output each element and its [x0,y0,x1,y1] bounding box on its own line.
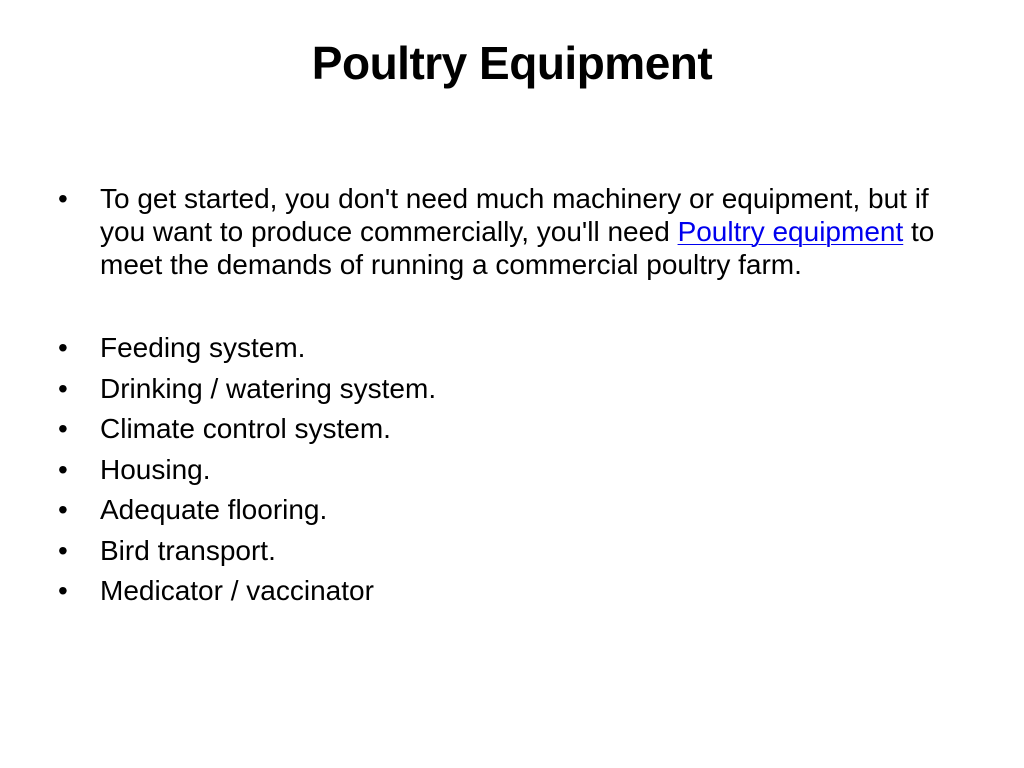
bullet-icon: • [58,534,68,566]
list-item-label: Feeding system. [100,332,306,363]
list-item-label: Medicator / vaccinator [100,575,374,606]
bullet-icon: • [58,453,68,485]
bullet-icon: • [58,494,68,525]
list-item-climate-control [56,409,956,450]
bullet-icon: • [58,372,68,404]
list-item-label: Housing. [100,453,211,485]
list-item-medicator [56,571,956,612]
list-item-watering-system [56,369,956,410]
list-item-label: Drinking / watering system. [100,372,437,404]
list-item-label: Climate control system. [100,413,391,444]
bullet-icon: • [58,413,68,444]
intro-bullet [56,182,956,281]
list-item-label: Bird transport. [100,534,276,566]
slide-title: Poultry Equipment [311,37,713,89]
bullet-icon: • [58,183,68,214]
list-item-flooring [56,490,956,531]
slide-body [56,182,956,612]
bullet-icon: • [58,575,68,606]
list-item-bird-transport [56,531,956,572]
list-item-label: Adequate flooring. [100,494,328,525]
poultry-equipment-link[interactable]: Poultry equipment [677,216,904,247]
equipment-list [56,328,956,612]
intro-text-after-link: to meet the demands of running a commercial poultry farm. [100,216,935,280]
bullet-icon: • [58,332,68,363]
list-item-feeding-system [56,328,956,369]
intro-text-before-link: To get started, you don't need much machinery or equipment, but if you want to produce commercially, you'll need [100,183,929,247]
list-item-housing [56,450,956,491]
